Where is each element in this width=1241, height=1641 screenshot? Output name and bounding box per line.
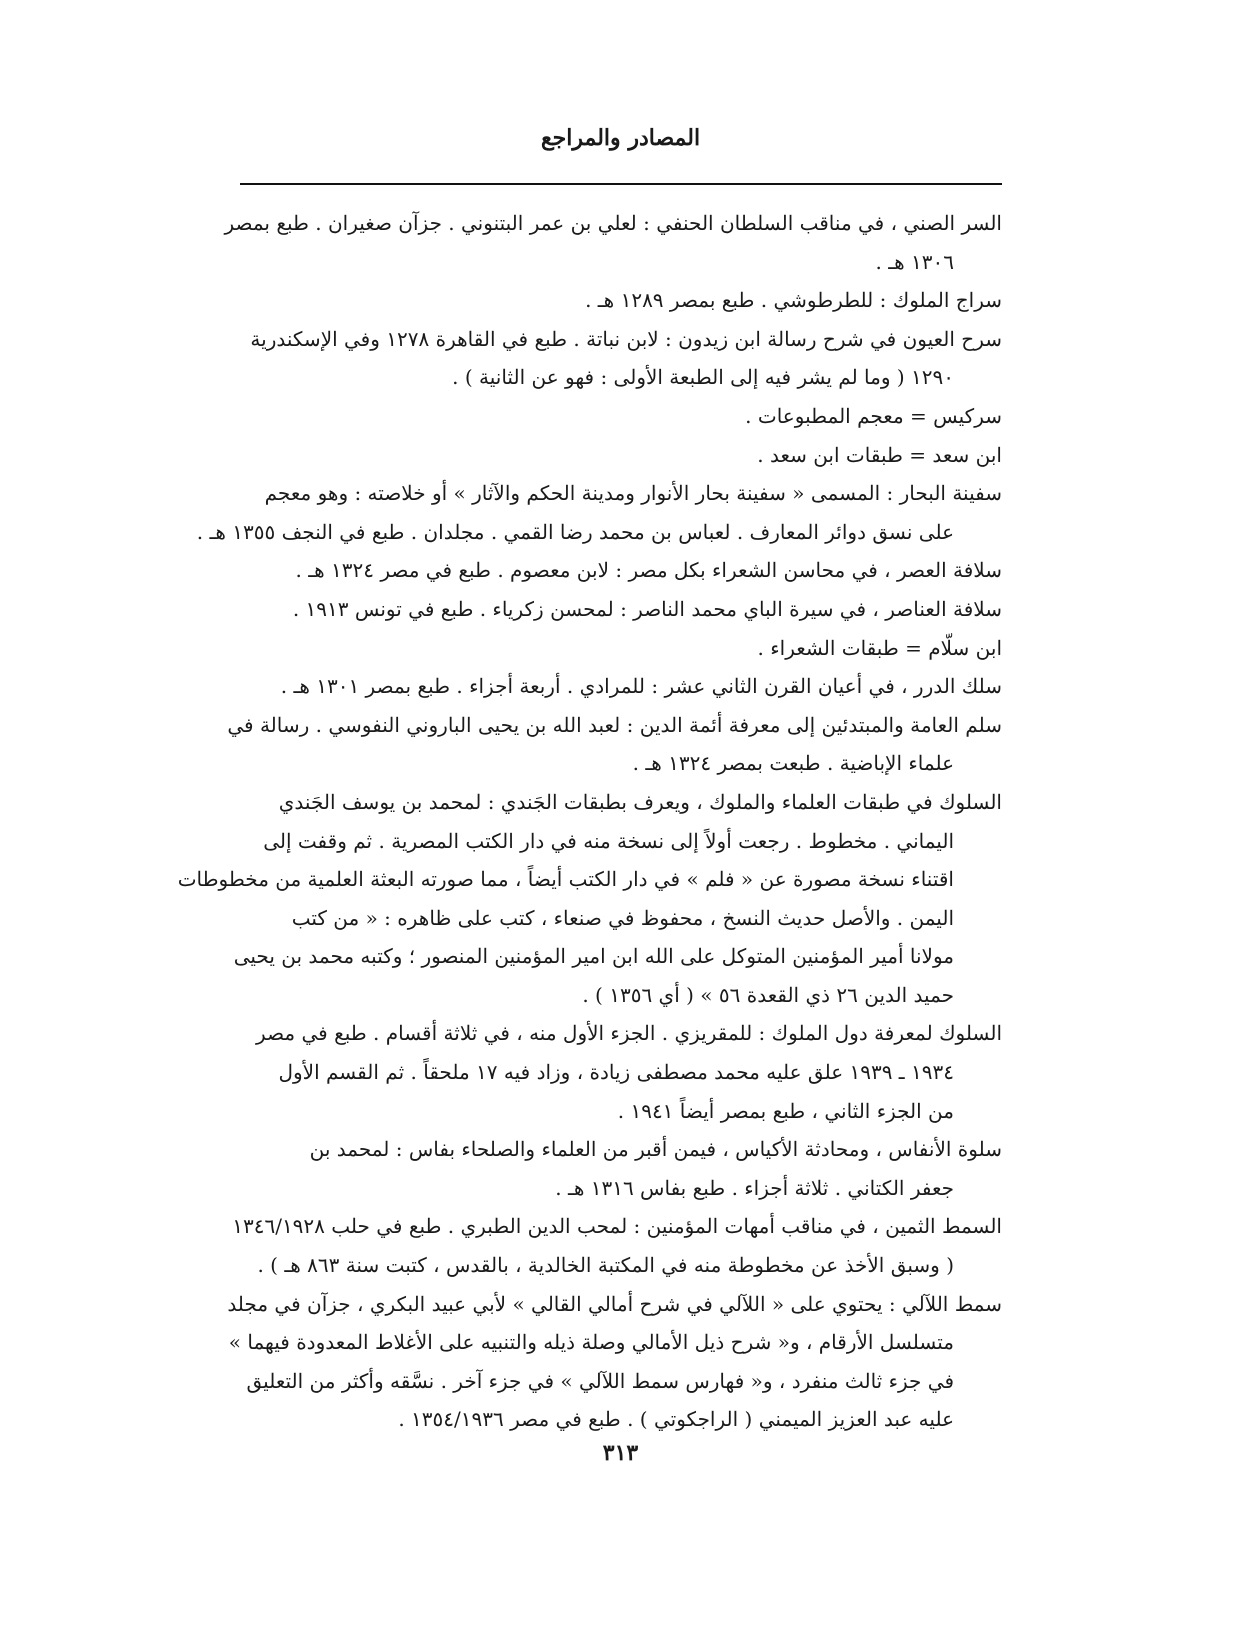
bibliography-entry — [177, 783, 1002, 1015]
bibliography-entry — [240, 397, 1002, 436]
bibliography-entry — [240, 551, 1002, 590]
entry-continuation-line: علماء الإباضية . طبعت بمصر ١٣٢٤ هـ . — [632, 751, 954, 776]
header-rule — [240, 183, 1002, 185]
entry-continuation-line: اليمن . والأصل حديث النسخ ، محفوظ في صنعاء ، كتب على ظاهره : « من كتب — [291, 905, 954, 930]
entry-first-line: سلافة العناصر ، في سيرة الباي محمد الناصر : لمحسن زكرياء . طبع في تونس ١٩١٣ . — [292, 596, 1002, 621]
entry-continuation-line: عليه عبد العزيز الميمني ( الراجكوتي ) . طبع في مصر ١٣٥٤/١٩٣٦ . — [398, 1407, 954, 1432]
entry-continuation-line: ( وسبق الأخذ عن مخطوطة منه في المكتبة الخالدية ، بالقدس ، كتبت سنة ٨٦٣ هـ ) . — [257, 1253, 954, 1278]
entry-continuation-line: اليماني . مخطوط . رجعت أولاً إلى نسخة منه في دار الكتب المصرية . ثم وقفت إلى — [263, 828, 954, 853]
bibliography-entry — [232, 1207, 1002, 1284]
bibliography-entry — [240, 436, 1002, 475]
entry-first-line: السمط الثمين ، في مناقب أمهات المؤمنين : لمحب الدين الطبري . طبع في حلب ١٣٤٦/١٩٢٨ — [232, 1214, 1002, 1239]
bibliography-entry — [240, 590, 1002, 629]
bibliography-entry — [196, 474, 1002, 551]
entry-first-line: ابن سعد = طبقات ابن سعد . — [757, 442, 1002, 467]
bibliography-entry — [240, 667, 1002, 706]
entry-first-line: سلك الدرر ، في أعيان القرن الثاني عشر : للمرادي . أربعة أجزاء . طبع بمصر ١٣٠١ هـ . — [280, 674, 1002, 699]
entry-first-line: السلوك لمعرفة دول الملوك : للمقريزي . الجزء الأول منه ، في ثلاثة أقسام . طبع في مصر — [256, 1021, 1002, 1046]
page-number: ٣١٣ — [602, 1440, 639, 1466]
entry-first-line: سلوة الأنفاس ، ومحادثة الأكياس ، فيمن أقبر من العلماء والصلحاء بفاس : لمحمد بن — [309, 1137, 1002, 1162]
entry-continuation-line: ١٣٠٦ هـ . — [875, 249, 954, 274]
entry-continuation-line: من الجزء الثاني ، طبع بمصر أيضاً ١٩٤١ . — [617, 1098, 954, 1123]
entry-continuation-line: متسلسل الأرقام ، و« شرح ذيل الأمالي وصلة ذيله والتنبيه على الأغلاط المعدودة فيهما » — [228, 1330, 954, 1355]
entry-first-line: السر الصني ، في مناقب السلطان الحنفي : لعلي بن عمر البتنوني . جزآن صغيران . طبع بمصر — [224, 211, 1002, 235]
entry-continuation-line: في جزء ثالث منفرد ، و« فهارس سمط اللآلي » في جزء آخر . نسَّقه وأكثر من التعليق — [246, 1368, 954, 1393]
entry-first-line: سفينة البحار : المسمى « سفينة بحار الأنوار ومدينة الحكم والآثار » أو خلاصته : وهو معجم — [264, 481, 1002, 506]
entry-first-line: سلافة العصر ، في محاسن الشعراء بكل مصر : لابن معصوم . طبع في مصر ١٣٢٤ هـ . — [295, 558, 1002, 583]
entry-continuation-line: ١٩٣٤ ـ ١٩٣٩ علق عليه محمد مصطفى زيادة ، وزاد فيه ١٧ ملحقاً . ثم القسم الأول — [278, 1060, 954, 1085]
entry-first-line: سمط اللآلي : يحتوي على « اللآلي في شرح أمالي القالي » لأبي عبيد البكري ، جزآن في مجلد — [227, 1291, 1002, 1316]
bibliography-entry — [240, 320, 1002, 397]
entry-continuation-line: جعفر الكتاني . ثلاثة أجزاء . طبع بفاس ١٣١٦ هـ . — [555, 1175, 954, 1200]
entry-continuation-line: على نسق دوائر المعارف . لعباس بن محمد رضا القمي . مجلدان . طبع في النجف ١٣٥٥ هـ . — [196, 519, 954, 544]
page-header-title: المصادر والمراجع — [540, 125, 701, 151]
entry-first-line: السلوك في طبقات العلماء والملوك ، ويعرف بطبقات الجَندي : لمحمد بن يوسف الجَندي — [278, 789, 1002, 814]
bibliography-entry — [227, 706, 1002, 783]
entry-first-line: ابن سلّام = طبقات الشعراء . — [757, 635, 1002, 660]
entry-first-line: سراج الملوك : للطرطوشي . طبع بمصر ١٢٨٩ هـ . — [585, 288, 1002, 313]
entry-first-line: سرح العيون في شرح رسالة ابن زيدون : لابن نباتة . طبع في القاهرة ١٢٧٨ وفي الإسكندرية — [250, 326, 1002, 351]
entry-first-line: سركيس = معجم المطبوعات . — [745, 403, 1002, 428]
bibliography-entry — [240, 629, 1002, 668]
bibliography-entry — [240, 1130, 1002, 1207]
bibliography-list — [177, 204, 1002, 1439]
entry-continuation-line: اقتناء نسخة مصورة عن « فلم » في دار الكتب أيضاً ، مما صورته البعثة العلمية من مخطوطات — [177, 867, 954, 892]
entry-first-line: سلم العامة والمبتدئين إلى معرفة أئمة الدين : لعبد الله بن يحيى الباروني النفوسي . رسالة في — [227, 712, 1002, 737]
bibliography-entry — [240, 1014, 1002, 1130]
entry-continuation-line: حميد الدين ٢٦ ذي القعدة ٥٦ » ( أي ١٣٥٦ ) . — [582, 982, 954, 1007]
bibliography-entry — [227, 1285, 1002, 1439]
bibliography-entry — [224, 204, 1002, 281]
bibliography-entry — [240, 281, 1002, 320]
entry-continuation-line: مولانا أمير المؤمنين المتوكل على الله ابن امير المؤمنين المنصور ؛ وكتبه محمد بن يحيى — [233, 944, 954, 969]
entry-continuation-line: ١٢٩٠ ( وما لم يشر فيه إلى الطبعة الأولى : فهو عن الثانية ) . — [452, 365, 954, 390]
